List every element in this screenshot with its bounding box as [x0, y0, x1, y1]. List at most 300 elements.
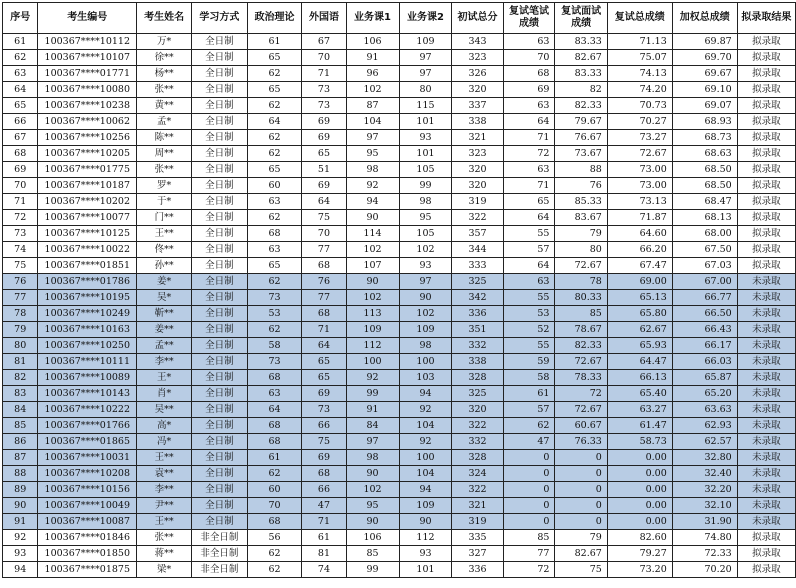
table-cell: 100367****10156	[38, 482, 137, 498]
column-header: 考生姓名	[137, 3, 192, 34]
table-cell: 82	[555, 82, 607, 98]
table-cell: 61	[247, 450, 302, 466]
table-cell: 0.00	[607, 514, 672, 530]
table-cell: 全日制	[192, 66, 248, 82]
table-cell: 83.33	[555, 34, 607, 50]
table-cell: 62	[247, 66, 302, 82]
table-cell: 未录取	[737, 338, 795, 354]
table-cell: 65	[247, 50, 302, 66]
table-cell: 102	[346, 82, 399, 98]
table-cell: 78.67	[555, 322, 607, 338]
table-cell: 全日制	[192, 514, 248, 530]
table-cell: 62	[247, 466, 302, 482]
table-cell: 72	[3, 210, 38, 226]
table-cell: 68	[302, 466, 346, 482]
column-header: 考生编号	[38, 3, 137, 34]
table-cell: 未录取	[737, 466, 795, 482]
table-cell: 0	[555, 514, 607, 530]
table-cell: 非全日制	[192, 530, 248, 546]
table-cell: 100367****10087	[38, 514, 137, 530]
table-cell: 63	[247, 386, 302, 402]
table-cell: 94	[3, 562, 38, 578]
table-cell: 99	[346, 386, 399, 402]
table-cell: 66.20	[607, 242, 672, 258]
table-cell: 102	[346, 242, 399, 258]
table-cell: 100367****10049	[38, 498, 137, 514]
table-cell: 100367****10195	[38, 290, 137, 306]
table-cell: 65	[302, 370, 346, 386]
table-cell: 332	[452, 434, 503, 450]
table-cell: 87	[3, 450, 38, 466]
table-cell: 未录取	[737, 514, 795, 530]
table-cell: 0	[503, 514, 555, 530]
table-cell: 82.67	[555, 546, 607, 562]
table-cell: 64.47	[607, 354, 672, 370]
table-row	[3, 306, 796, 322]
table-cell: 76	[302, 274, 346, 290]
table-cell: 肖*	[137, 386, 192, 402]
table-cell: 76	[3, 274, 38, 290]
table-row	[3, 146, 796, 162]
table-row	[3, 194, 796, 210]
table-cell: 孙**	[137, 258, 192, 274]
table-cell: 71	[302, 322, 346, 338]
table-cell: 63	[247, 194, 302, 210]
table-cell: 拟录取	[737, 50, 795, 66]
table-cell: 106	[346, 34, 399, 50]
table-cell: 325	[452, 386, 503, 402]
table-cell: 64	[3, 82, 38, 98]
table-cell: 102	[346, 482, 399, 498]
table-cell: 92	[3, 530, 38, 546]
table-cell: 61.47	[607, 418, 672, 434]
table-cell: 90	[399, 514, 452, 530]
table-cell: 75	[3, 258, 38, 274]
table-cell: 322	[452, 482, 503, 498]
table-cell: 74	[302, 562, 346, 578]
table-cell: 姜*	[137, 274, 192, 290]
table-cell: 324	[452, 466, 503, 482]
column-header: 外国语	[302, 3, 346, 34]
table-cell: 62.57	[672, 434, 737, 450]
table-cell: 80.33	[555, 290, 607, 306]
table-cell: 72.67	[555, 402, 607, 418]
table-cell: 64	[503, 258, 555, 274]
table-cell: 109	[399, 322, 452, 338]
table-cell: 97	[399, 274, 452, 290]
table-cell: 拟录取	[737, 34, 795, 50]
table-cell: 68	[302, 306, 346, 322]
table-cell: 100367****10111	[38, 354, 137, 370]
table-cell: 76.67	[555, 130, 607, 146]
table-cell: 71	[503, 178, 555, 194]
table-cell: 69	[302, 386, 346, 402]
table-cell: 77	[3, 290, 38, 306]
table-cell: 70	[302, 226, 346, 242]
table-cell: 90	[346, 210, 399, 226]
table-cell: 97	[399, 50, 452, 66]
table-cell: 75.07	[607, 50, 672, 66]
table-cell: 55	[503, 290, 555, 306]
table-cell: 100367****10205	[38, 146, 137, 162]
table-cell: 68.93	[672, 114, 737, 130]
table-cell: 100367****10077	[38, 210, 137, 226]
table-cell: 100367****10125	[38, 226, 137, 242]
table-row	[3, 114, 796, 130]
table-cell: 全日制	[192, 130, 248, 146]
table-cell: 全日制	[192, 242, 248, 258]
table-cell: 69	[503, 82, 555, 98]
table-cell: 68.13	[672, 210, 737, 226]
table-cell: 92	[399, 402, 452, 418]
table-cell: 62	[247, 146, 302, 162]
table-cell: 71	[302, 514, 346, 530]
table-cell: 104	[399, 418, 452, 434]
table-cell: 67.47	[607, 258, 672, 274]
table-cell: 90	[346, 466, 399, 482]
table-row	[3, 82, 796, 98]
table-cell: 321	[452, 498, 503, 514]
table-cell: 80	[399, 82, 452, 98]
table-cell: 68.00	[672, 226, 737, 242]
table-cell: 82.33	[555, 338, 607, 354]
table-cell: 320	[452, 162, 503, 178]
table-cell: 53	[503, 306, 555, 322]
table-row	[3, 210, 796, 226]
table-cell: 0	[503, 450, 555, 466]
table-cell: 101	[399, 146, 452, 162]
table-cell: 79.67	[555, 114, 607, 130]
table-row	[3, 130, 796, 146]
table-cell: 70	[503, 50, 555, 66]
table-cell: 71	[3, 194, 38, 210]
table-cell: 全日制	[192, 450, 248, 466]
table-cell: 75	[302, 210, 346, 226]
table-cell: 68	[247, 514, 302, 530]
table-cell: 62	[503, 418, 555, 434]
table-cell: 79.27	[607, 546, 672, 562]
table-cell: 85	[3, 418, 38, 434]
table-cell: 63	[503, 98, 555, 114]
table-cell: 0	[555, 498, 607, 514]
table-cell: 64	[247, 402, 302, 418]
table-cell: 100367****10249	[38, 306, 137, 322]
table-cell: 342	[452, 290, 503, 306]
table-cell: 0	[503, 466, 555, 482]
table-cell: 91	[346, 402, 399, 418]
table-cell: 77	[302, 290, 346, 306]
table-row	[3, 482, 796, 498]
table-cell: 90	[346, 274, 399, 290]
table-cell: 94	[399, 386, 452, 402]
table-cell: 91	[3, 514, 38, 530]
table-cell: 57	[503, 402, 555, 418]
table-cell: 115	[399, 98, 452, 114]
table-cell: 79	[555, 530, 607, 546]
table-cell: 102	[399, 306, 452, 322]
table-cell: 72.67	[607, 146, 672, 162]
table-cell: 99	[346, 562, 399, 578]
table-cell: 320	[452, 82, 503, 98]
table-cell: 72	[503, 146, 555, 162]
column-header: 复试面试成绩	[555, 3, 607, 34]
table-cell: 全日制	[192, 322, 248, 338]
table-cell: 31.90	[672, 514, 737, 530]
table-row	[3, 274, 796, 290]
table-cell: 64	[247, 114, 302, 130]
table-cell: 75	[302, 434, 346, 450]
table-cell: 78.33	[555, 370, 607, 386]
table-cell: 72	[555, 386, 607, 402]
table-cell: 69.87	[672, 34, 737, 50]
table-cell: 69	[302, 450, 346, 466]
table-cell: 112	[346, 338, 399, 354]
table-cell: 98	[346, 450, 399, 466]
table-cell: 0.00	[607, 482, 672, 498]
table-cell: 100	[346, 354, 399, 370]
table-row	[3, 530, 796, 546]
table-cell: 321	[452, 130, 503, 146]
table-cell: 未录取	[737, 482, 795, 498]
table-cell: 97	[346, 434, 399, 450]
table-cell: 62	[247, 562, 302, 578]
table-cell: 68	[247, 370, 302, 386]
table-cell: 85.33	[555, 194, 607, 210]
table-cell: 320	[452, 178, 503, 194]
table-cell: 于*	[137, 194, 192, 210]
table-cell: 全日制	[192, 306, 248, 322]
table-cell: 79	[3, 322, 38, 338]
table-cell: 0.00	[607, 450, 672, 466]
table-cell: 69	[302, 178, 346, 194]
table-cell: 58	[503, 370, 555, 386]
table-cell: 65	[503, 194, 555, 210]
table-cell: 65	[247, 82, 302, 98]
table-cell: 69	[302, 130, 346, 146]
table-cell: 94	[346, 194, 399, 210]
table-cell: 95	[346, 498, 399, 514]
table-row	[3, 370, 796, 386]
table-cell: 66.43	[672, 322, 737, 338]
table-cell: 拟录取	[737, 114, 795, 130]
table-cell: 79	[555, 226, 607, 242]
table-cell: 100367****10112	[38, 34, 137, 50]
table-cell: 344	[452, 242, 503, 258]
table-cell: 全日制	[192, 498, 248, 514]
table-cell: 66.17	[672, 338, 737, 354]
table-cell: 80	[555, 242, 607, 258]
table-cell: 64.60	[607, 226, 672, 242]
table-cell: 陈**	[137, 130, 192, 146]
table-cell: 105	[399, 226, 452, 242]
table-cell: 92	[346, 178, 399, 194]
column-header: 学习方式	[192, 3, 248, 34]
table-cell: 32.80	[672, 450, 737, 466]
table-cell: 60.67	[555, 418, 607, 434]
table-cell: 0.00	[607, 498, 672, 514]
table-cell: 83.33	[555, 66, 607, 82]
table-cell: 100367****01875	[38, 562, 137, 578]
table-cell: 68.63	[672, 146, 737, 162]
table-cell: 78	[3, 306, 38, 322]
table-cell: 拟录取	[737, 130, 795, 146]
table-row	[3, 402, 796, 418]
table-cell: 90	[399, 290, 452, 306]
table-cell: 拟录取	[737, 242, 795, 258]
table-cell: 103	[399, 370, 452, 386]
table-cell: 未录取	[737, 498, 795, 514]
table-cell: 95	[346, 146, 399, 162]
table-cell: 73.67	[555, 146, 607, 162]
table-cell: 孟*	[137, 114, 192, 130]
table-cell: 0	[555, 450, 607, 466]
table-cell: 336	[452, 306, 503, 322]
table-cell: 62	[247, 322, 302, 338]
table-cell: 55	[503, 338, 555, 354]
table-cell: 66.77	[672, 290, 737, 306]
table-cell: 72	[503, 562, 555, 578]
table-cell: 114	[346, 226, 399, 242]
table-cell: 83.67	[555, 210, 607, 226]
table-cell: 74	[3, 242, 38, 258]
table-cell: 81	[302, 546, 346, 562]
table-cell: 100367****10250	[38, 338, 137, 354]
results-table	[2, 2, 796, 578]
table-cell: 319	[452, 514, 503, 530]
table-cell: 全日制	[192, 482, 248, 498]
table-cell: 70.27	[607, 114, 672, 130]
table-cell: 338	[452, 114, 503, 130]
table-cell: 全日制	[192, 146, 248, 162]
table-cell: 62	[247, 130, 302, 146]
table-cell: 92	[399, 434, 452, 450]
table-cell: 72.67	[555, 354, 607, 370]
table-cell: 拟录取	[737, 162, 795, 178]
table-header	[3, 3, 796, 34]
table-cell: 100367****10187	[38, 178, 137, 194]
table-cell: 65	[302, 146, 346, 162]
table-cell: 63	[503, 162, 555, 178]
table-cell: 323	[452, 146, 503, 162]
table-cell: 47	[503, 434, 555, 450]
table-cell: 100367****10208	[38, 466, 137, 482]
table-cell: 73	[247, 290, 302, 306]
table-cell: 69.07	[672, 98, 737, 114]
table-cell: 71	[302, 66, 346, 82]
table-cell: 327	[452, 546, 503, 562]
table-cell: 袁**	[137, 466, 192, 482]
table-row	[3, 498, 796, 514]
table-cell: 62	[247, 274, 302, 290]
table-cell: 97	[346, 130, 399, 146]
table-cell: 100367****10222	[38, 402, 137, 418]
table-cell: 320	[452, 402, 503, 418]
table-cell: 96	[346, 66, 399, 82]
table-row	[3, 466, 796, 482]
table-cell: 70	[302, 50, 346, 66]
table-cell: 336	[452, 562, 503, 578]
table-cell: 82.67	[555, 50, 607, 66]
table-cell: 非全日制	[192, 562, 248, 578]
table-cell: 62	[247, 210, 302, 226]
table-cell: 77	[503, 546, 555, 562]
table-cell: 全日制	[192, 402, 248, 418]
table-cell: 66.50	[672, 306, 737, 322]
table-cell: 322	[452, 418, 503, 434]
table-cell: 73	[247, 354, 302, 370]
table-cell: 88	[3, 466, 38, 482]
column-header: 拟录取结果	[737, 3, 795, 34]
table-cell: 全日制	[192, 34, 248, 50]
table-cell: 拟录取	[737, 178, 795, 194]
table-cell: 全日制	[192, 98, 248, 114]
table-cell: 73.00	[607, 178, 672, 194]
table-cell: 李**	[137, 354, 192, 370]
table-cell: 未录取	[737, 402, 795, 418]
table-cell: 0	[555, 466, 607, 482]
table-cell: 338	[452, 354, 503, 370]
table-cell: 姜**	[137, 322, 192, 338]
table-cell: 333	[452, 258, 503, 274]
table-cell: 靳**	[137, 306, 192, 322]
table-row	[3, 546, 796, 562]
table-cell: 326	[452, 66, 503, 82]
table-row	[3, 34, 796, 50]
column-header: 政治理论	[247, 3, 302, 34]
table-cell: 全日制	[192, 258, 248, 274]
table-cell: 未录取	[737, 418, 795, 434]
table-cell: 未录取	[737, 450, 795, 466]
table-cell: 32.40	[672, 466, 737, 482]
table-cell: 351	[452, 322, 503, 338]
table-cell: 55	[503, 226, 555, 242]
table-cell: 62	[247, 546, 302, 562]
table-row	[3, 66, 796, 82]
table-cell: 62	[247, 98, 302, 114]
table-cell: 106	[346, 530, 399, 546]
table-cell: 未录取	[737, 354, 795, 370]
table-cell: 69.67	[672, 66, 737, 82]
table-cell: 57	[503, 242, 555, 258]
table-cell: 72.33	[672, 546, 737, 562]
column-header: 加权总成绩	[672, 3, 737, 34]
table-cell: 100367****01771	[38, 66, 137, 82]
table-cell: 拟录取	[737, 546, 795, 562]
table-cell: 91	[346, 50, 399, 66]
table-cell: 65.80	[607, 306, 672, 322]
table-cell: 张**	[137, 530, 192, 546]
table-cell: 0	[503, 498, 555, 514]
table-cell: 85	[555, 306, 607, 322]
table-cell: 337	[452, 98, 503, 114]
table-cell: 68	[3, 146, 38, 162]
table-cell: 73	[3, 226, 38, 242]
table-cell: 94	[399, 482, 452, 498]
column-header: 复试笔试成绩	[503, 3, 555, 34]
table-cell: 未录取	[737, 274, 795, 290]
table-cell: 100367****01766	[38, 418, 137, 434]
table-row	[3, 98, 796, 114]
table-cell: 65.40	[607, 386, 672, 402]
table-row	[3, 434, 796, 450]
table-cell: 328	[452, 370, 503, 386]
table-cell: 100367****01851	[38, 258, 137, 274]
table-cell: 113	[346, 306, 399, 322]
table-cell: 325	[452, 274, 503, 290]
table-cell: 89	[3, 482, 38, 498]
table-cell: 拟录取	[737, 210, 795, 226]
table-cell: 65.87	[672, 370, 737, 386]
